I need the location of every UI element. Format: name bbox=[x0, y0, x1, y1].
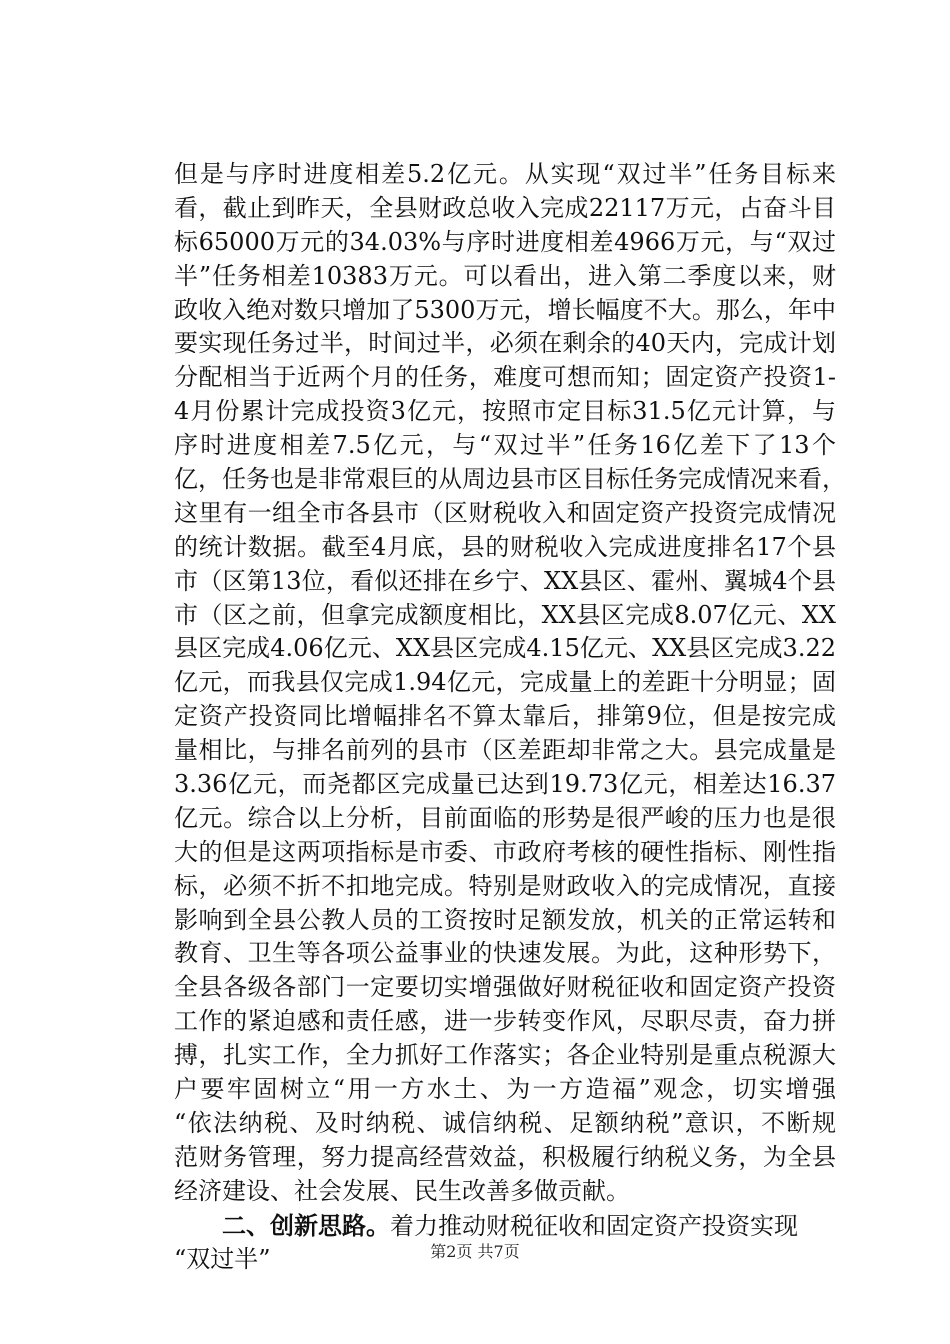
text-line: 亿元。综合以上分析，目前面临的形势是很严峻的压力也是很 bbox=[174, 803, 836, 832]
section-heading-title: 二、创新思路。 bbox=[222, 1210, 390, 1240]
text-line: 市（区之前，但拿完成额度相比，XX县区完成8.07亿元、XX bbox=[174, 600, 836, 629]
section-heading-continuation: “双过半” bbox=[174, 1244, 271, 1273]
text-line: 要实现任务过半，时间过半，必须在剩余的40天内，完成计划 bbox=[174, 329, 836, 358]
text-line: 市（区第13位，看似还排在乡宁、XX县区、霍州、翼城4个县 bbox=[174, 566, 836, 595]
text-line: 但是与序时进度相差5.2亿元。从实现“双过半”任务目标来 bbox=[174, 160, 836, 188]
text-line: 搏，扎实工作，全力抓好工作落实；各企业特别是重点税源大 bbox=[174, 1041, 836, 1070]
document-body bbox=[174, 158, 846, 1276]
text-line: 全县各级各部门一定要切实增强做好财税征收和固定资产投资 bbox=[174, 973, 836, 1002]
text-line: 亿，任务也是非常艰巨的从周边县市区目标任务完成情况来看， bbox=[174, 465, 846, 494]
section-heading-text: 着力推动财税征收和固定资产投资实现 bbox=[390, 1211, 798, 1240]
page-number-footer: 第2页 共7页 bbox=[430, 1242, 520, 1261]
text-line: 标65000万元的34.03%与序时进度相差4966万元，与“双过 bbox=[174, 227, 836, 256]
text-line: 这里有一组全市各县市（区财税收入和固定资产投资完成情况 bbox=[174, 498, 836, 527]
text-line: 量相比，与排名前列的县市（区差距却非常之大。县完成量是 bbox=[174, 736, 836, 765]
text-line: 定资产投资同比增幅排名不算太靠后，排第9位，但是按完成 bbox=[174, 702, 836, 731]
paragraph bbox=[174, 158, 846, 1209]
text-line: 影响到全县公教人员的工资按时足额发放，机关的正常运转和 bbox=[174, 905, 836, 934]
text-line: 看，截止到昨天，全县财政总收入完成22117万元，占奋斗目 bbox=[174, 193, 836, 222]
text-line: 范财务管理，努力提高经营效益，积极履行纳税义务，为全县 bbox=[174, 1142, 836, 1171]
text-line: 3.36亿元，而尧都区完成量已达到19.73亿元，相差达16.37 bbox=[174, 770, 836, 799]
text-line: 序时进度相差7.5亿元，与“双过半”任务16亿差下了13个 bbox=[174, 431, 836, 460]
text-line: 亿元，而我县仅完成1.94亿元，完成量上的差距十分明显；固 bbox=[174, 668, 836, 697]
text-line: 4月份累计完成投资3亿元，按照市定目标31.5亿元计算，与 bbox=[174, 397, 836, 426]
text-line: 分配相当于近两个月的任务，难度可想而知；固定资产投资1- bbox=[174, 363, 836, 392]
text-line: 县区完成4.06亿元、XX县区完成4.15亿元、XX县区完成3.22 bbox=[174, 634, 836, 663]
text-line: 半”任务相差10383万元。可以看出，进入第二季度以来，财 bbox=[174, 261, 836, 290]
section-heading-line bbox=[174, 1209, 836, 1243]
text-line: 经济建设、社会发展、民生改善多做贡献。 bbox=[174, 1176, 630, 1205]
text-line: 的统计数据。截至4月底，县的财税收入完成进度排名17个县 bbox=[174, 532, 836, 561]
text-line: “依法纳税、及时纳税、诚信纳税、足额纳税”意识，不断规 bbox=[174, 1108, 836, 1137]
text-line: 大的但是这两项指标是市委、市政府考核的硬性指标、刚性指 bbox=[174, 837, 836, 866]
text-line: 政收入绝对数只增加了5300万元，增长幅度不大。那么，年中 bbox=[174, 295, 836, 324]
text-line: 工作的紧迫感和责任感，进一步转变作风，尽职尽责，奋力拼 bbox=[174, 1007, 836, 1036]
text-line: 标，必须不折不扣地完成。特别是财政收入的完成情况，直接 bbox=[174, 871, 836, 900]
text-line: 户要牢固树立“用一方水土、为一方造福”观念，切实增强 bbox=[174, 1075, 836, 1104]
text-line: 教育、卫生等各项公益事业的快速发展。为此，这种形势下， bbox=[174, 939, 836, 968]
